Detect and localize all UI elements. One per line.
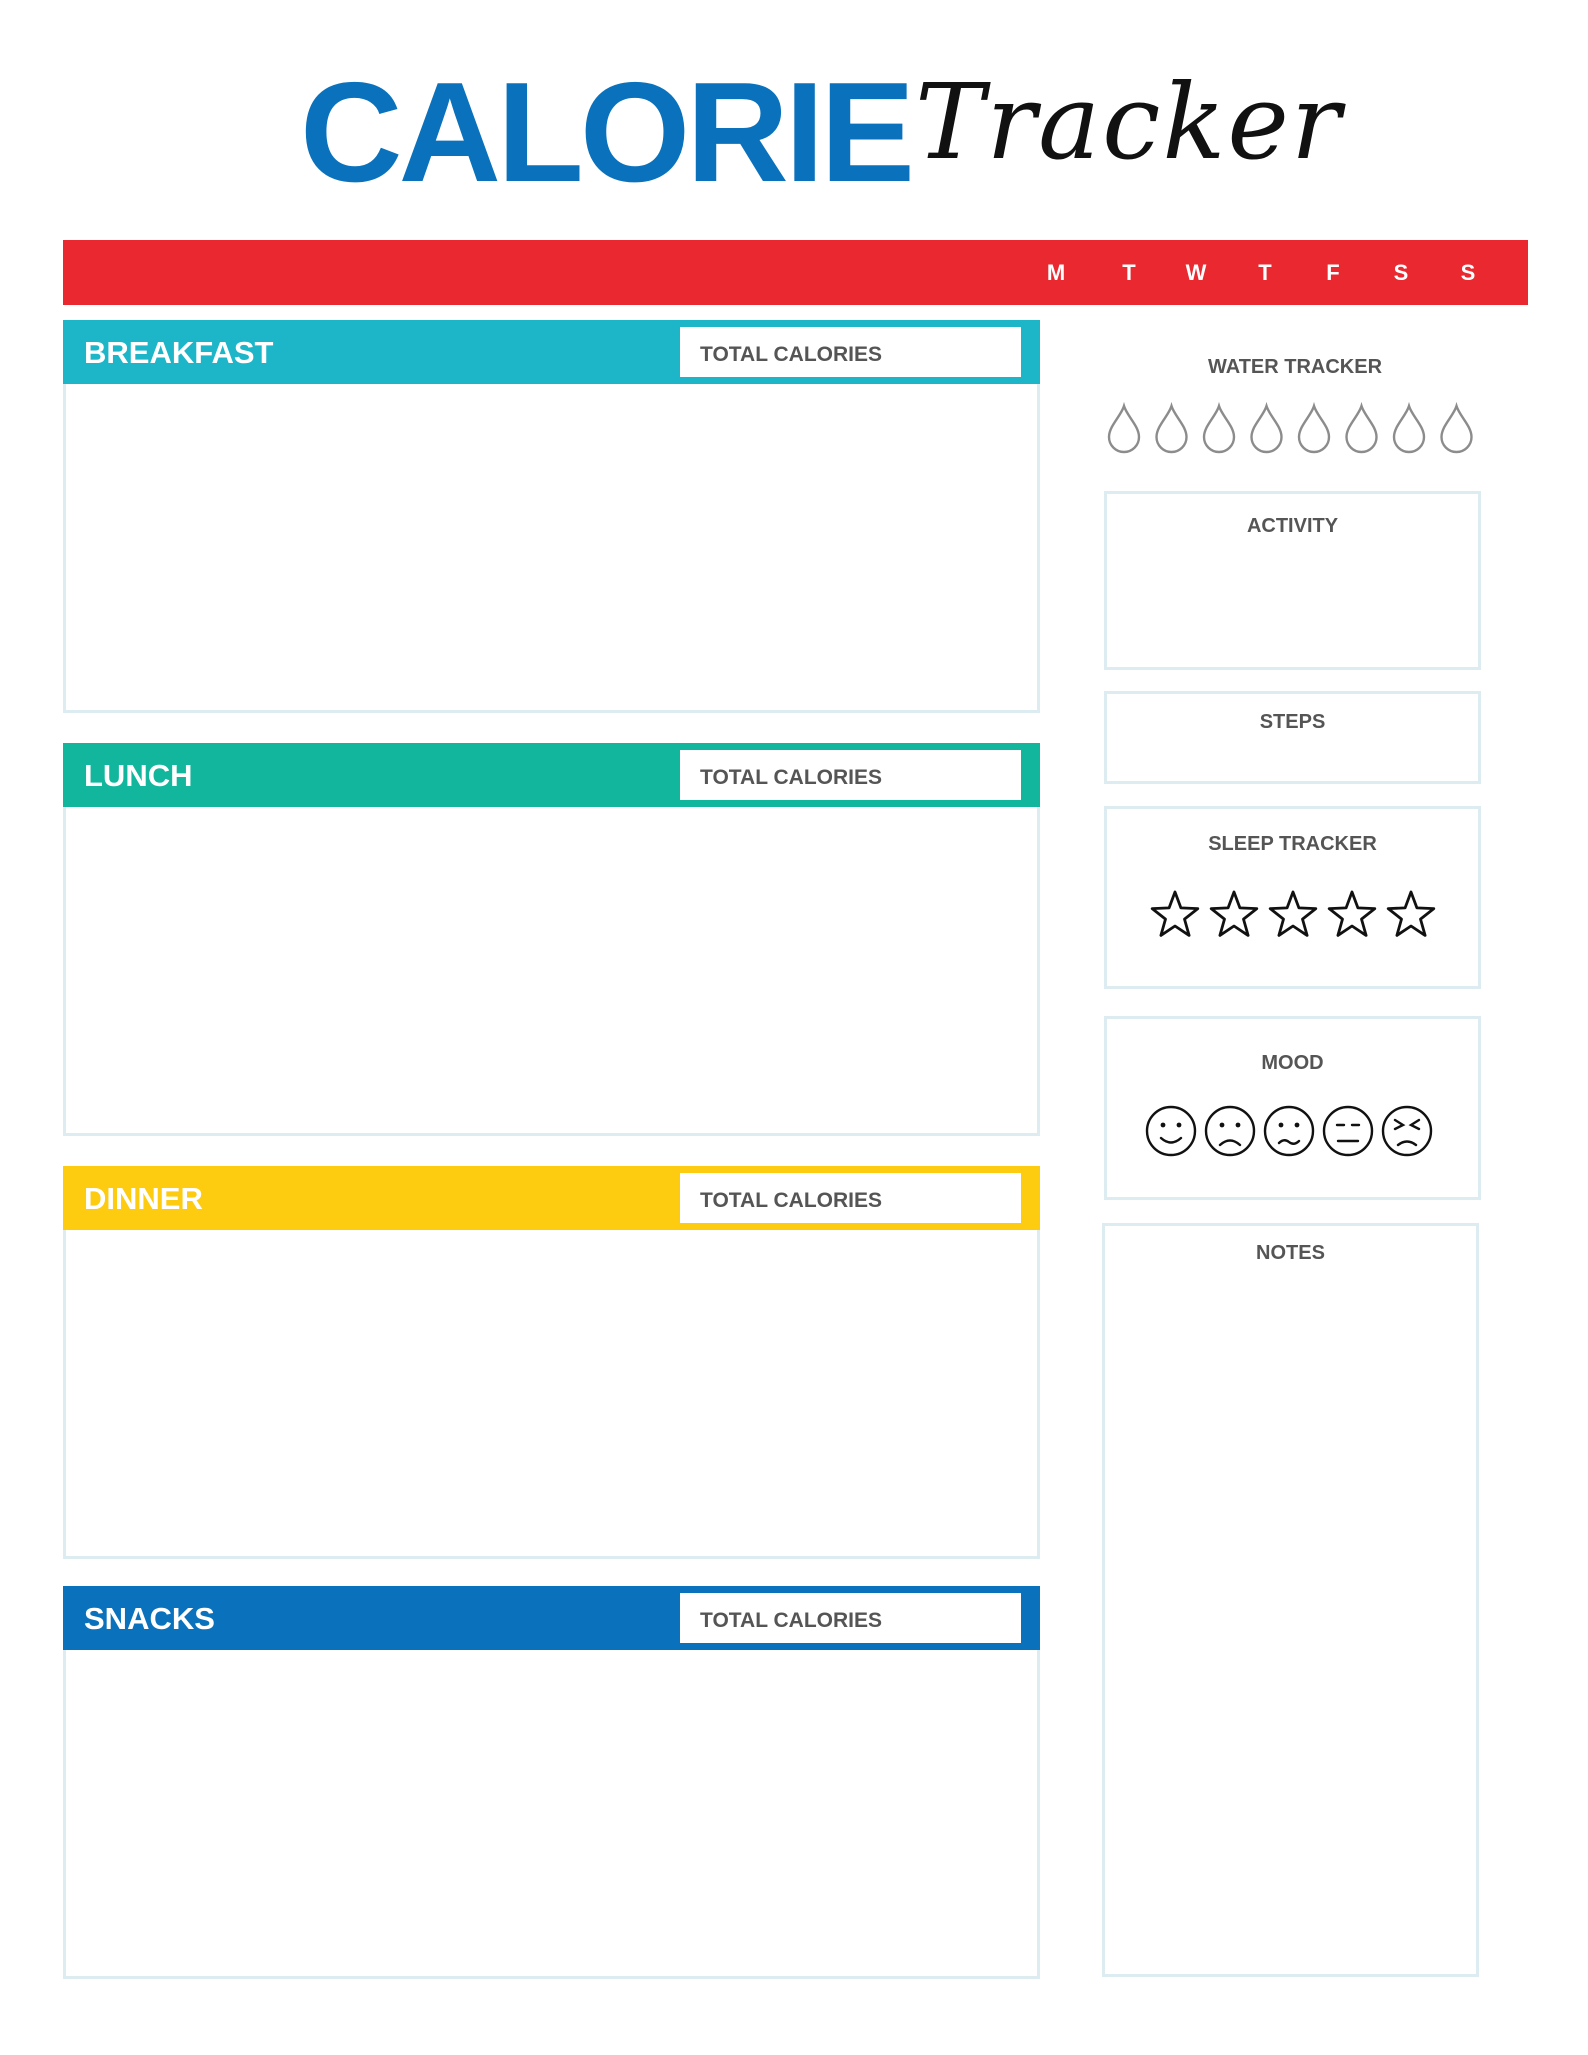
meal-entry-area[interactable] [63, 807, 1040, 1136]
day-monday[interactable]: M [1046, 260, 1066, 285]
water-drop-icon[interactable] [1394, 406, 1424, 452]
day-tuesday[interactable]: T [1122, 260, 1136, 285]
day-friday[interactable]: F [1326, 260, 1340, 285]
star-icon[interactable] [1388, 892, 1434, 935]
activity-label: ACTIVITY [1246, 515, 1339, 537]
water-drop-row [1100, 400, 1490, 456]
mood-label: MOOD [1261, 1052, 1324, 1074]
happy-face-icon[interactable] [1147, 1107, 1195, 1155]
water-drop-icon[interactable] [1442, 406, 1472, 452]
total-calories-label: TOTAL CALORIES [700, 766, 883, 789]
meal-title: SNACKS [84, 1601, 215, 1636]
meal-entry-area[interactable] [63, 384, 1040, 713]
activity-box[interactable] [1104, 491, 1481, 670]
notes-box[interactable] [1102, 1223, 1479, 1977]
title-calorie: CALORIE [300, 53, 911, 212]
mood-box [1104, 1016, 1481, 1200]
steps-box[interactable] [1104, 691, 1481, 784]
meal-header [63, 1166, 1040, 1230]
meal-entry-area[interactable] [63, 1650, 1040, 1979]
sad-face-icon[interactable] [1206, 1107, 1254, 1155]
total-calories-label: TOTAL CALORIES [700, 343, 883, 366]
star-icon[interactable] [1270, 892, 1316, 935]
steps-label: STEPS [1259, 711, 1326, 733]
meal-header [63, 1586, 1040, 1650]
total-calories-field[interactable] [680, 750, 1021, 800]
title-tracker-script: Tracker [915, 61, 1343, 183]
meal-header [63, 743, 1040, 807]
water-drop-icon[interactable] [1204, 406, 1234, 452]
star-icon[interactable] [1329, 892, 1375, 935]
meal-header [63, 320, 1040, 384]
worried-face-icon[interactable] [1265, 1107, 1313, 1155]
water-tracker-label: WATER TRACKER [1207, 356, 1383, 378]
total-calories-field[interactable] [680, 327, 1021, 377]
total-calories-field[interactable] [680, 1173, 1021, 1223]
day-sunday[interactable]: S [1460, 260, 1476, 285]
water-drop-icon[interactable] [1252, 406, 1282, 452]
day-thursday[interactable]: T [1258, 260, 1272, 285]
total-calories-label: TOTAL CALORIES [700, 1609, 883, 1632]
notes-label: NOTES [1256, 1242, 1325, 1264]
meal-title: BREAKFAST [84, 335, 274, 370]
day-saturday[interactable]: S [1393, 260, 1409, 285]
meal-entry-area[interactable] [63, 1230, 1040, 1559]
sleep-tracker-label: SLEEP TRACKER [1208, 833, 1377, 855]
neutral-face-icon[interactable] [1324, 1107, 1372, 1155]
water-drop-icon[interactable] [1299, 406, 1329, 452]
star-icon[interactable] [1152, 892, 1198, 935]
star-icon[interactable] [1211, 892, 1257, 935]
water-drop-icon[interactable] [1157, 406, 1187, 452]
water-drop-icon[interactable] [1109, 406, 1139, 452]
total-calories-field[interactable] [680, 1593, 1021, 1643]
sleep-tracker-box [1104, 806, 1481, 989]
total-calories-label: TOTAL CALORIES [700, 1189, 883, 1212]
mood-face-row [1107, 1099, 1478, 1163]
angry-face-icon[interactable] [1383, 1107, 1431, 1155]
meal-title: LUNCH [84, 758, 193, 793]
day-wednesday[interactable]: W [1185, 260, 1207, 285]
sleep-star-row [1107, 887, 1478, 943]
water-drop-icon[interactable] [1347, 406, 1377, 452]
day-of-week-bar [63, 240, 1528, 305]
meal-title: DINNER [84, 1181, 203, 1216]
